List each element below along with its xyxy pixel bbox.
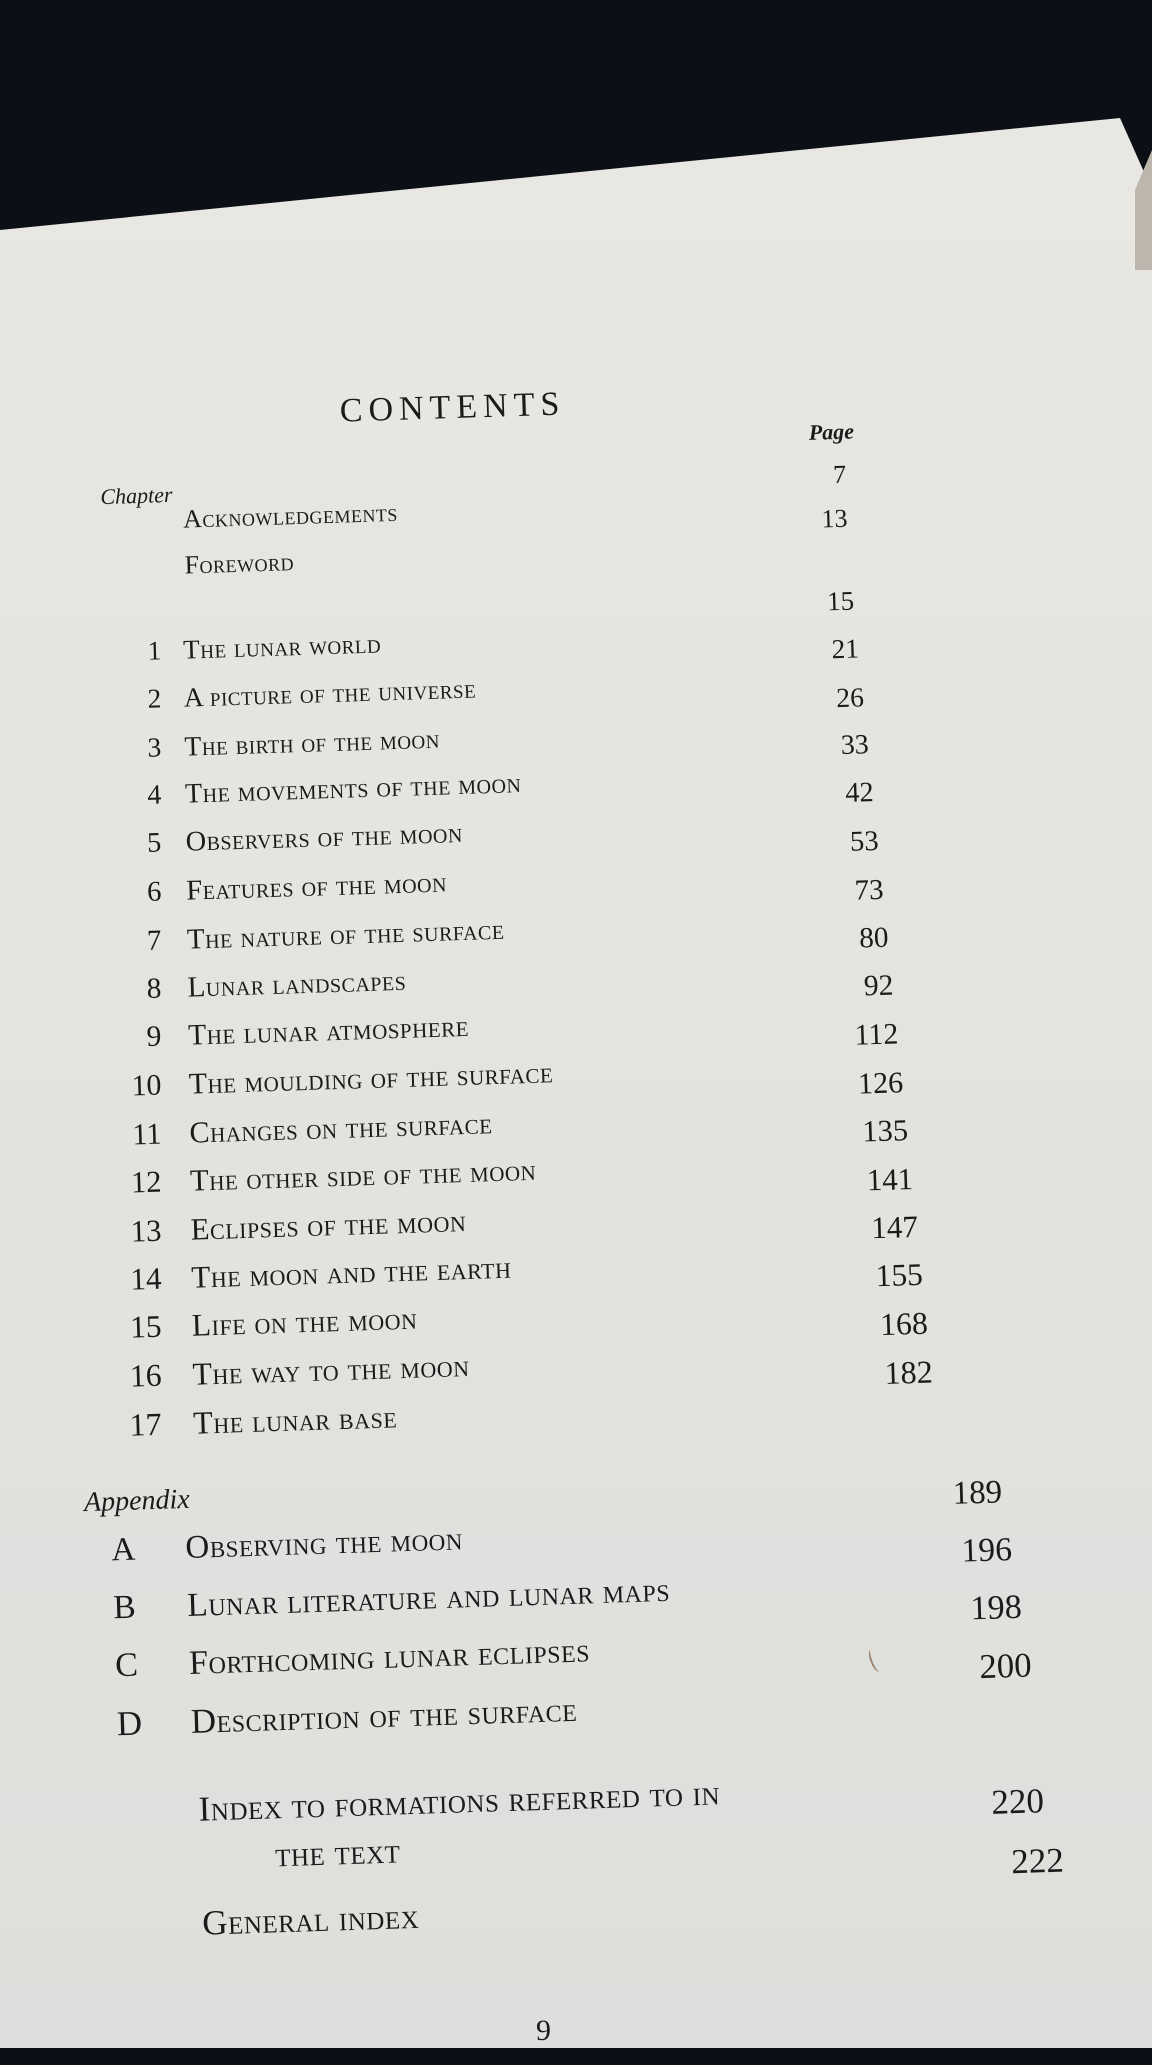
appendix-title: Description of the surface	[190, 1690, 578, 1742]
chapter-page: 147	[837, 1207, 918, 1249]
chapter-page: 182	[852, 1351, 933, 1393]
chapter-row	[2, 1119, 3, 1159]
index-row	[25, 1843, 26, 1883]
chapter-row	[0, 1070, 1, 1110]
chapter-number: 6	[113, 872, 162, 913]
chapter-page: 126	[823, 1062, 904, 1104]
chapter-row	[11, 1408, 12, 1448]
chapter-page: 42	[793, 773, 874, 815]
index-title-continued: the text	[275, 1831, 401, 1875]
appendix-label: Appendix	[83, 1484, 190, 1519]
chapter-page: 168	[847, 1303, 928, 1345]
chapter-column-label: Chapter	[100, 482, 173, 510]
chapter-number: 8	[113, 969, 162, 1010]
appendix-letter: B	[113, 1587, 162, 1628]
pencil-mark	[866, 1647, 884, 1673]
chapter-page: 15	[773, 581, 854, 623]
chapter-page: 155	[842, 1255, 923, 1297]
chapter-title: The nature of the surface	[186, 909, 505, 959]
appendix-page: 200	[941, 1646, 1032, 1689]
chapter-page: 33	[788, 725, 869, 767]
index-title: General index	[202, 1897, 420, 1944]
chapter-number: 12	[113, 1162, 162, 1203]
chapter-number: 11	[113, 1114, 162, 1155]
chapter-page: 26	[783, 677, 864, 719]
chapter-number: 17	[113, 1404, 162, 1445]
chapter-row	[9, 1360, 10, 1400]
appendix-page: 196	[921, 1530, 1012, 1573]
chapter-page: 141	[832, 1159, 913, 1201]
chapter-title: The lunar base	[192, 1396, 397, 1442]
appendix-letter: D	[116, 1703, 165, 1744]
appendix-title: Observing the moon	[185, 1519, 464, 1568]
chapter-number: 1	[113, 630, 162, 671]
page-title: CONTENTS	[339, 386, 566, 431]
chapter-title: Life on the moon	[191, 1299, 418, 1346]
chapter-row	[5, 1215, 6, 1255]
appendix-page: 198	[931, 1588, 1022, 1631]
chapter-title: Eclipses of the moon	[190, 1201, 467, 1250]
page-number: 9	[536, 2014, 551, 2048]
chapter-title: Observers of the moon	[185, 814, 463, 863]
appendix-letter: C	[115, 1645, 164, 1686]
chapter-number: 4	[113, 775, 162, 816]
chapter-row	[3, 1167, 4, 1207]
chapter-number: 3	[113, 727, 162, 768]
appendix-row	[20, 1707, 21, 1747]
chapter-title: The way to the moon	[192, 1346, 470, 1395]
chapter-number: 16	[113, 1355, 162, 1396]
chapter-row	[6, 1263, 7, 1303]
chapter-page: 53	[798, 821, 879, 863]
chapter-number: 7	[113, 920, 162, 961]
appendix-row	[19, 1649, 20, 1689]
front-matter-title: Foreword	[184, 542, 295, 585]
appendix-row	[15, 1533, 16, 1573]
appendix-letter: A	[111, 1529, 160, 1570]
chapter-page: 135	[827, 1110, 908, 1152]
front-matter-page: 13	[767, 499, 848, 541]
chapter-title: The lunar world	[183, 623, 382, 669]
chapter-title: A picture of the universe	[183, 669, 476, 718]
chapter-title: The movements of the moon	[184, 764, 522, 815]
index-page: 222	[973, 1841, 1064, 1884]
appendix-row	[17, 1591, 18, 1631]
chapter-title: The other side of the moon	[189, 1150, 536, 1201]
chapter-number: 2	[113, 679, 162, 720]
chapter-page: 21	[778, 629, 859, 671]
chapter-title: Lunar landscapes	[187, 961, 407, 1008]
index-page: 220	[953, 1781, 1044, 1824]
page-column-label: Page	[808, 418, 854, 445]
appendix-list	[0, 0, 1119, 18]
front-matter-title: Acknowledgements	[183, 493, 399, 540]
chapter-page: 112	[818, 1014, 899, 1056]
index-row	[23, 1795, 24, 1835]
index-title: Index to formations referred to in	[198, 1773, 721, 1829]
chapter-number: 9	[113, 1017, 162, 1058]
appendix-page: 189	[912, 1472, 1003, 1515]
chapter-list	[0, 0, 1119, 18]
appendix-title: Forthcoming lunar eclipses	[188, 1631, 590, 1684]
chapter-title: The moulding of the surface	[188, 1053, 554, 1104]
chapter-title: The moon and the earth	[191, 1248, 512, 1298]
index-row	[27, 1909, 28, 1949]
chapter-page: 92	[813, 966, 894, 1008]
chapter-number: 13	[113, 1210, 162, 1251]
chapter-title: Features of the moon	[186, 863, 448, 911]
appendix-title: Lunar literature and lunar maps	[187, 1571, 671, 1626]
chapter-page: 73	[803, 870, 884, 912]
chapter-number: 14	[113, 1259, 162, 1300]
chapter-number: 15	[113, 1307, 162, 1348]
chapter-row	[8, 1312, 9, 1352]
chapter-title: Changes on the surface	[189, 1103, 493, 1153]
chapter-number: 10	[113, 1065, 162, 1106]
chapter-title: The lunar atmosphere	[188, 1007, 470, 1056]
chapter-page: 80	[808, 918, 889, 960]
chapter-title: The birth of the moon	[184, 718, 441, 766]
front-matter-page: 7	[765, 455, 846, 497]
chapter-number: 5	[113, 824, 162, 865]
